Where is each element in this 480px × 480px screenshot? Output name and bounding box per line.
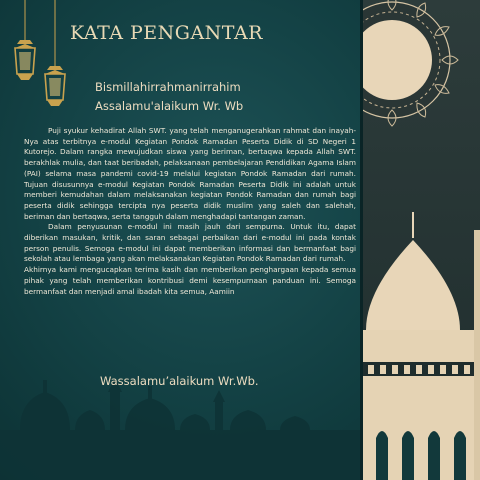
paragraph: Dalam penyusunan e-modul ini masih jauh dari sempurna. Untuk itu, dapat diberikan masukan, kritik, dan saran sebagai perbaikan dari e-modul ini pada kontak person penulis. Semoga e-modul ini dapat memberikan informasi dan bermanfaat bagi sekolah atau lembaga yang akan melaksanakan Kegiatan Pondok Ramadan dari rumah. <box>24 222 356 264</box>
mosque-dome-icon <box>362 212 480 480</box>
salam-closing-text: Wassalamu’alaikum Wr.Wb. <box>100 374 259 388</box>
panel-divider <box>360 0 363 480</box>
body-text <box>24 126 356 297</box>
decorative-panel <box>362 0 480 480</box>
page-title: KATA PENGANTAR <box>70 22 263 44</box>
paragraph: Puji syukur kehadirat Allah SWT. yang telah menganugerahkan rahmat dan inayah-Nya atas terbitnya e-modul Kegiatan Pondok Ramadan Peserta Didik di SD Negeri 1 Kutorejo. Dalam rangka mewujudkan siswa yang beriman, bertaqwa kepada Allah SWT. berakhlak mulia, dan taat beribadah, pelaksanaan pembelajaran Pendidikan Agama Islam (PAI) selama masa pandemi covid-19 melalui kegiatan Pondok Ramadan dari rumah. Tujuan disusunnya e-modul Kegiatan Pondok Ramadan Peserta Didik ini adalah untuk memberi kemudahan dalam melaksanakan kegiatan Pondok Ramadan dan rumah bagi peserta didik sehingga tercipta nya peserta didik muslim yang saleh dan salehah, beriman dan bertaqwa, serta tangguh dalam menghadapi tantangan zaman. <box>24 126 356 221</box>
hanging-lantern-icon <box>38 0 72 110</box>
bismillah-text: Bismillahirrahmanirrahim <box>95 80 241 94</box>
paragraph: Akhirnya kami mengucapkan terima kasih dan memberikan penghargaan kepada semua pihak yang telah memberikan kontribusi demi kesempurnaan panduan ini. Semoga bermanfaat dan menjadi amal ibadah kita semua, Aamiin <box>24 265 356 296</box>
mandala-ornament-icon <box>362 0 458 126</box>
salam-opening-text: Assalamu'alaikum Wr. Wb <box>95 99 244 113</box>
hanging-lantern-icon <box>8 0 42 90</box>
